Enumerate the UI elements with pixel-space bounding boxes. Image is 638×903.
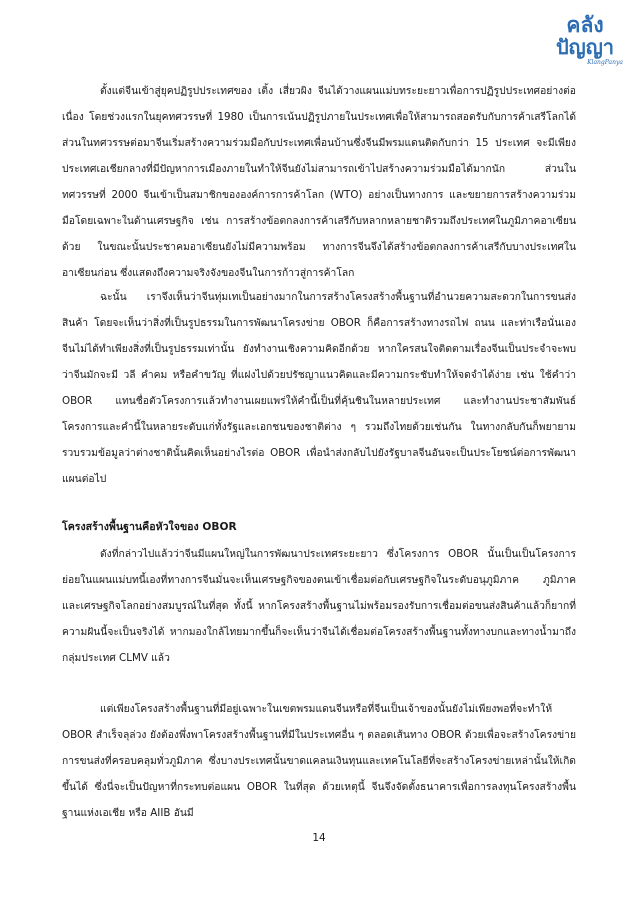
- logo-line2: ปัญญา: [555, 35, 615, 59]
- klangpanya-logo-mark: [541, 6, 631, 68]
- paragraph-2: [62, 284, 576, 492]
- paragraph-3: [62, 541, 576, 671]
- paragraph-4-text: แต่เพียงโครงสร้างพื้นฐานที่มีอยู่เฉพาะในเขตพรมแดนจีนหรือที่จีนเป็นเจ้าของนั้นยังไม่เพียงพอที่จะทำให้ OBOR สำเร็จลุล่วง ยังต้องพึ่งพาโครงสร้างพื้นฐานที่มีในประเทศอื่น ๆ ตลอดเส้นทาง OBOR ด้วยเพื่อจะสร้างโครงข่ายการขนส่งที่ครอบคลุมทั่วภูมิภาค ซึ่งบางประเทศนั้นขาดแคลนเงินทุนและเทคโนโลยีที่จะสร้างโครงข่ายเหล่านั้นให้เกิดขึ้นได้ ซึ่งนี่จะเป็นปัญหาที่กระทบต่อแผน OBOR ในที่สุด ด้วยเหตุนี้ จีนจึงจัดตั้งธนาคารเพื่อการลงทุนโครงสร้างพื้นฐานแห่งเอเชีย หรือ AIIB อันมี: [62, 703, 576, 819]
- paragraph-2-text: ฉะนั้น เราจึงเห็นว่าจีนทุ่มเทเป็นอย่างมากในการสร้างโครงสร้างพื้นฐานที่อำนวยความสะดวกในการขนส่งสินค้า โดยจะเห็นว่าสิ่งที่เป็นรูปธรรมในการพัฒนาโครงข่าย OBOR ก็คือการสร้างทางรถไฟ ถนน และท่าเรือนั่นเอง จีนไม่ได้ทำเพียงสิ่งที่เป็นรูปธรรมเท่านั้น ยังทำงานเชิงความคิดอีกด้วย หากใครสนใจติดตามเรื่องจีนเป็นประจำจะพบว่าจีนมักจะมี วลี คำคม หรือคำขวัญ ที่แฝงไปด้วยปรัชญาแนวคิดและมีความกระชับทำให้จดจำได้ง่าย เช่น ใช้คำว่า OBOR แทนชื่อตัวโครงการแล้วทำงานเผยแพร่ให้คำนี้เป็นที่คุ้นชินในหลายประเทศ และทำงานประชาสัมพันธ์โครงการและคำนี้ในหลายระดับแก่ทั้งรัฐและเอกชนของชาติต่าง ๆ รวมถึงไทยด้วยเช่นกัน ในทางกลับกันก็พยายามรวบรวมข้อมูลว่าต่างชาตินั้นคิดเห็นอย่างไรต่อ OBOR เพื่อนำส่งกลับไปยังรัฐบาลจีนอันจะเป็นประโยชน์ต่อการพัฒนาแผนต่อไป: [62, 291, 576, 485]
- paragraph-1: [62, 78, 576, 286]
- klangpanya-logo: [541, 6, 631, 68]
- page-number: 14: [312, 832, 326, 844]
- section-heading: โครงสร้างพื้นฐานคือหัวใจของ OBOR: [62, 521, 237, 533]
- logo-line1: คลัง: [566, 13, 604, 37]
- paragraph-1-text: ตั้งแต่จีนเข้าสู่ยุคปฏิรูปประเทศของ เติ้ง เสี่ยวผิง จีนได้วางแผนแม่บทระยะยาวเพื่อการปฏิรูปประเทศอย่างต่อเนื่อง โดยช่วงแรกในยุคทศวรรษที่ 1980 เป็นการเน้นปฏิรูปภายในประเทศเพื่อให้สามารถสอดรับกับการค้าเสรีโลกได้ ส่วนในทศวรรษต่อมาจีนเริ่มสร้างความร่วมมือกับประเทศเพื่อนบ้านซึ่งจีนมีพรมแดนติดกับกว่า 15 ประเทศ จะมีเพียงประเทศเอเชียกลางที่มีปัญหาการเมืองภายในทำให้จีนยังไม่สามารถเข้าไปสร้างความร่วมมือได้มากนัก ส่วนในทศวรรษที่ 2000 จีนเข้าเป็นสมาชิกขององค์การการค้าโลก (WTO) อย่างเป็นทางการ และขยายการสร้างความร่วมมือโดยเฉพาะในด้านเศรษฐกิจ เช่น การสร้างข้อตกลงการค้าเสรีกับหลากหลายชาติรวมถึงประเทศในภูมิภาคอาเซียนด้วย ในขณะนั้นประชาคมอาเซียนยังไม่มีความพร้อม ทางการจีนจึงได้สร้างข้อตกลงการค้าเสรีกับบางประเทศในอาเซียนก่อน ซึ่งแสดงถึงความจริงจังของจีนในการก้าวสู่การค้าโลก: [62, 85, 576, 279]
- logo-sub: KlangPanya: [587, 59, 623, 66]
- paragraph-4: [62, 696, 576, 826]
- paragraph-3-text: ดังที่กล่าวไปแล้วว่าจีนมีแผนใหญ่ในการพัฒนาประเทศระยะยาว ซึ่งโครงการ OBOR นั้นเป็นเป็นโครงการย่อยในแผนแม่บทนี้เองที่ทางการจีนมั่นจะเห็นเศรษฐกิจของตนเข้าเชื่อมต่อกับเศรษฐกิจในระดับอนุภูมิภาค ภูมิภาค และเศรษฐกิจโลกอย่างสมบูรณ์ในที่สุด ทั้งนี้ หากโครงสร้างพื้นฐานไม่พร้อมรองรับการเชื่อมต่อขนส่งสินค้าแล้วก็ยากที่ความฝันนี้จะเป็นจริงได้ หากมองใกล้ไทยมากขึ้นก็จะเห็นว่าจีนได้เชื่อมต่อโครงสร้างพื้นฐานทั้งทางบกและทางน้ำมาถึงกลุ่มประเทศ CLMV แล้ว: [62, 548, 576, 664]
